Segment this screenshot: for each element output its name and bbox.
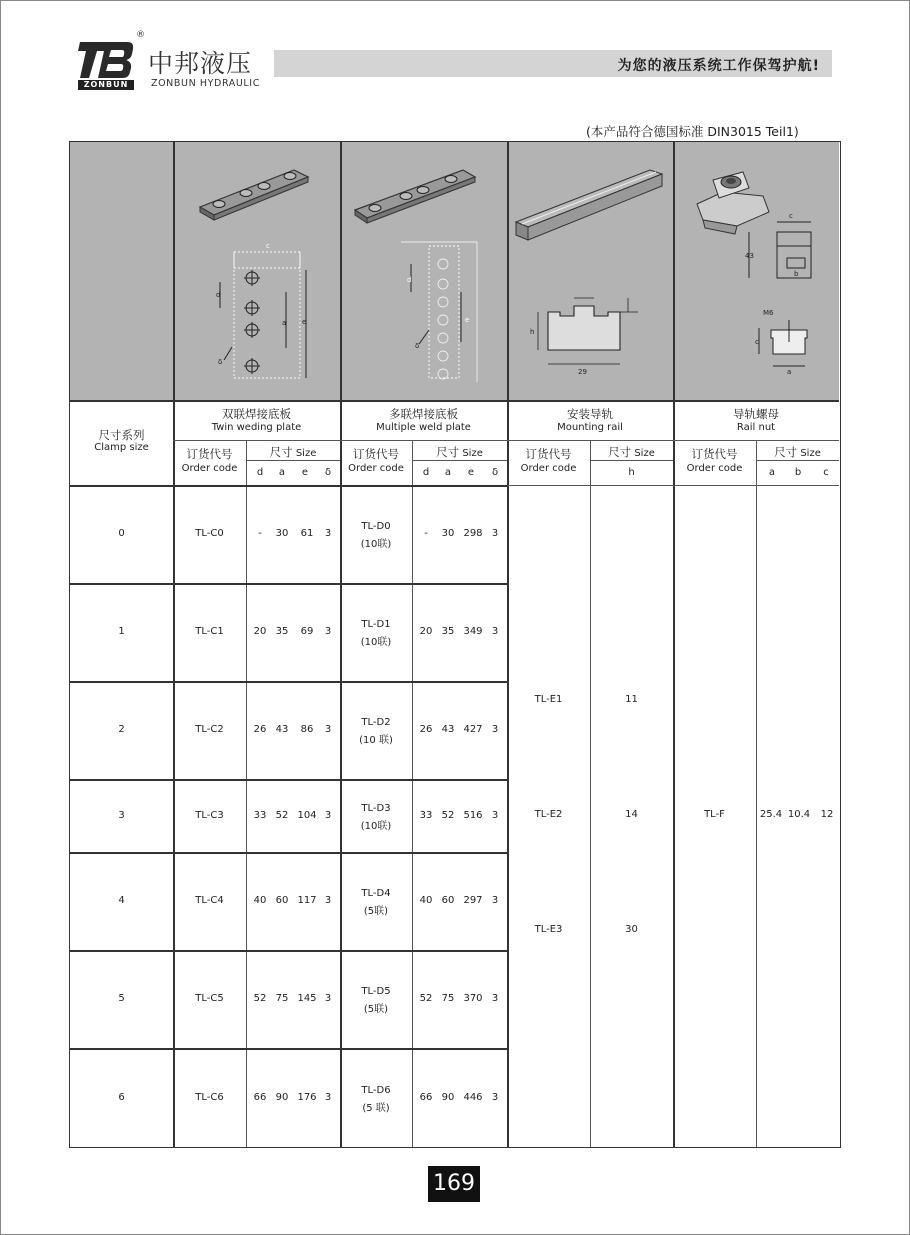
multi-order-sub-cell: (5联)	[363, 906, 389, 917]
multi-dim-cell: 3	[491, 724, 499, 735]
nut-size-header: 尺寸 Size	[774, 445, 821, 459]
rail-dim-h: h	[628, 467, 635, 478]
twin-order-code-cell: TL-C0	[195, 528, 224, 539]
multi-dim-cell: 60	[441, 895, 455, 906]
nut-code: TL-F	[704, 809, 725, 820]
twin-dim-cell: 52	[275, 809, 289, 821]
twin-label-delta: δ	[218, 358, 223, 366]
nut-dim-b: b	[794, 467, 802, 478]
nut-order-cn: 订货代号	[691, 447, 738, 461]
standard-note: (本产品符合德国标准 DIN3015 Teil1)	[586, 124, 799, 139]
nut-title-en: Rail nut	[736, 422, 776, 433]
multi-dim-cell: 3	[491, 528, 499, 539]
twin-order-code-cell: TL-C1	[195, 626, 224, 637]
nut-order-en: Order code	[686, 463, 743, 474]
rail-order-en: Order code	[520, 463, 577, 474]
slogan: 为您的液压系统工作保驾护航!	[617, 58, 820, 74]
multi-dim-delta: δ	[491, 467, 499, 478]
twin-dim-cell: 145	[297, 993, 317, 1004]
mounting-rail-drawing	[508, 142, 674, 400]
multi-size-header: 尺寸 Size	[436, 445, 483, 459]
twin-dim-cell: 66	[253, 1091, 267, 1103]
twin-plate-title-cn: 双联焊接底板	[222, 407, 291, 421]
page-number: 169	[428, 1166, 480, 1202]
twin-label-e: e	[302, 318, 307, 326]
multi-dim-cell: 30	[441, 528, 455, 539]
twin-plate-title-en: Twin weding plate	[211, 422, 302, 433]
twin-dim-cell: 60	[275, 895, 289, 906]
multi-dim-e: e	[467, 467, 475, 478]
twin-dim-cell: 3	[324, 724, 332, 735]
multi-order-sub-cell: (5联)	[363, 1004, 389, 1015]
twin-order-code-cell: TL-C2	[195, 724, 224, 735]
twin-label-c: c	[266, 242, 270, 250]
rail-code-e1: TL-E1	[534, 694, 563, 705]
multi-dim-a: a	[444, 467, 452, 478]
twin-dim-cell: 61	[300, 528, 314, 539]
multi-dim-cell: 297	[463, 895, 483, 906]
rail-h-e2: 14	[625, 809, 638, 820]
twin-dim-cell: 3	[324, 528, 332, 539]
multi-dim-cell: 516	[463, 809, 483, 821]
twin-dim-d: d	[256, 467, 264, 478]
multi-dim-cell: 26	[419, 724, 433, 735]
rail-3d-icon	[516, 170, 662, 240]
multi-dim-cell: 90	[441, 1091, 455, 1103]
twin-order-cn: 订货代号	[186, 447, 233, 461]
multi-dim-cell: 446	[463, 1091, 483, 1103]
multi-dim-cell: 40	[419, 895, 433, 906]
multi-dim-cell: 349	[463, 626, 483, 637]
rail-h-e3: 30	[625, 924, 638, 935]
multi-dim-cell: 3	[491, 809, 499, 821]
multi-order-code-cell: TL-D3	[361, 802, 391, 814]
twin-dim-cell: 35	[275, 626, 289, 637]
rail-title-cn: 安装导轨	[567, 407, 613, 421]
twin-dim-cell: -	[258, 528, 262, 539]
rail-title-en: Mounting rail	[557, 422, 623, 433]
twin-dim-cell: 3	[324, 626, 332, 637]
nut-label-5: c	[755, 338, 759, 346]
twin-dim-cell: 75	[275, 993, 289, 1004]
twin-dim-cell: 69	[300, 626, 314, 637]
nut-title-cn: 导轨螺母	[733, 407, 779, 421]
nut-b: 10.4	[787, 809, 811, 820]
nut-dim-c: c	[823, 467, 829, 478]
multi-order-cn: 订货代号	[353, 447, 399, 461]
rail-code-e2: TL-E2	[534, 809, 563, 820]
nut-dim-a: a	[768, 467, 776, 478]
nut-label-m6: M6	[763, 309, 774, 317]
twin-label-a: a	[282, 319, 287, 327]
multi-order-code-cell: TL-D4	[361, 888, 391, 899]
twin-dim-cell: 20	[253, 626, 267, 637]
clamp-size-cell: 6	[118, 1091, 125, 1103]
multi-dim-cell: 33	[419, 809, 433, 821]
multi-dim-cell: 52	[441, 809, 455, 821]
multi-dim-cell: 3	[491, 993, 499, 1004]
multi-dim-cell: -	[424, 528, 428, 539]
logo-text: ZONBUN	[78, 80, 134, 90]
rail-nut-drawing	[675, 142, 841, 400]
brand-name-en: ZONBUN HYDRAULIC	[151, 78, 260, 89]
rail-label-29: 29	[578, 368, 587, 376]
twin-dim-cell: 3	[324, 895, 332, 906]
multi-order-code-cell: TL-D2	[361, 717, 391, 728]
nut-c: 12	[820, 809, 834, 820]
twin-dim-a: a	[278, 467, 286, 478]
nut-label-b: b	[794, 270, 799, 278]
twin-dim-cell: 43	[275, 724, 289, 735]
zonbun-logo-icon	[78, 40, 134, 80]
multi-order-sub-cell: (10联)	[360, 637, 392, 648]
multi-dim-cell: 20	[419, 626, 433, 637]
nut-label-a: a	[787, 368, 792, 376]
slogan-bar	[274, 50, 832, 77]
multi-plate-3d-icon	[355, 170, 475, 223]
multiple-weld-plate-drawing	[341, 142, 507, 400]
multi-label-e: e	[465, 316, 470, 324]
clamp-size-header-cn: 尺寸系列	[98, 428, 145, 442]
multi-order-sub-cell: (10联)	[360, 539, 392, 550]
twin-order-code-cell: TL-C4	[195, 895, 224, 906]
twin-order-code-cell: TL-C3	[195, 809, 224, 821]
multi-label-delta: δ	[415, 342, 420, 350]
twin-dim-cell: 90	[275, 1091, 289, 1103]
rail-nut-3d-icon	[697, 172, 769, 234]
clamp-size-cell: 2	[118, 724, 125, 735]
nut-a: 25.4	[759, 809, 783, 820]
multi-dim-cell: 427	[463, 724, 483, 735]
multi-order-code-cell: TL-D1	[361, 619, 391, 630]
multi-order-en: Order code	[348, 463, 404, 474]
twin-order-code-cell: TL-C5	[195, 993, 224, 1004]
clamp-size-cell: 1	[118, 626, 125, 637]
multi-order-code-cell: TL-D0	[361, 521, 391, 532]
rail-label-h: h	[530, 328, 535, 336]
product-table	[69, 141, 841, 1148]
twin-dim-cell: 3	[324, 1091, 332, 1103]
multi-dim-cell: 3	[491, 1091, 499, 1103]
twin-dim-cell: 52	[253, 993, 267, 1004]
clamp-size-cell: 5	[118, 993, 125, 1004]
multi-dim-cell: 75	[441, 993, 455, 1004]
multi-dim-cell: 35	[441, 626, 455, 637]
multi-order-code-cell: TL-D6	[361, 1084, 391, 1096]
multi-label-d: d	[407, 276, 412, 284]
rail-code-e3: TL-E3	[534, 924, 563, 935]
twin-dim-cell: 3	[324, 809, 332, 821]
multi-dim-cell: 370	[463, 993, 483, 1004]
multi-plate-title-en: Multiple weld plate	[376, 422, 471, 433]
multi-order-sub-cell: (5 联)	[362, 1102, 390, 1114]
twin-plate-3d-icon	[200, 170, 308, 220]
multi-dim-cell: 66	[419, 1091, 433, 1103]
twin-order-en: Order code	[181, 463, 238, 474]
brand-name-cn: 中邦液压	[148, 49, 253, 78]
nut-label-43: 43	[745, 252, 754, 260]
multi-order-sub-cell: (10联)	[360, 820, 392, 832]
twin-dim-cell: 30	[275, 528, 289, 539]
multi-dim-d: d	[422, 467, 430, 478]
twin-dim-cell: 104	[297, 809, 317, 821]
twin-dim-cell: 40	[253, 895, 267, 906]
nut-label-c: c	[789, 212, 793, 220]
clamp-size-cell: 4	[118, 895, 125, 906]
multi-plate-title-cn: 多联焊接底板	[389, 407, 458, 421]
twin-dim-cell: 3	[324, 993, 332, 1004]
multi-order-code-cell: TL-D5	[361, 986, 391, 997]
twin-weld-plate-drawing	[174, 142, 340, 400]
twin-dim-cell: 26	[253, 724, 267, 735]
twin-dim-cell: 117	[297, 895, 317, 906]
twin-size-header: 尺寸 Size	[269, 445, 317, 459]
rail-h-e1: 11	[625, 694, 638, 705]
twin-order-code-cell: TL-C6	[195, 1091, 224, 1103]
rail-order-cn: 订货代号	[525, 447, 572, 461]
twin-label-d: d	[216, 291, 221, 299]
clamp-size-cell: 3	[118, 809, 125, 821]
clamp-size-cell: 0	[118, 528, 125, 539]
rail-size-header: 尺寸 Size	[608, 445, 655, 459]
multi-dim-cell: 52	[419, 993, 433, 1004]
registered-mark: ®	[136, 30, 145, 40]
clamp-size-header-en: Clamp size	[94, 442, 149, 453]
multi-dim-cell: 3	[491, 895, 499, 906]
multi-order-sub-cell: (10 联)	[359, 735, 393, 746]
multi-dim-cell: 43	[441, 724, 455, 735]
twin-dim-cell: 176	[297, 1091, 317, 1103]
multi-dim-cell: 298	[463, 528, 483, 539]
twin-dim-e: e	[301, 467, 309, 478]
multi-dim-cell: 3	[491, 626, 499, 637]
twin-dim-cell: 86	[300, 724, 314, 735]
twin-dim-delta: δ	[324, 467, 332, 478]
twin-dim-cell: 33	[253, 809, 267, 821]
